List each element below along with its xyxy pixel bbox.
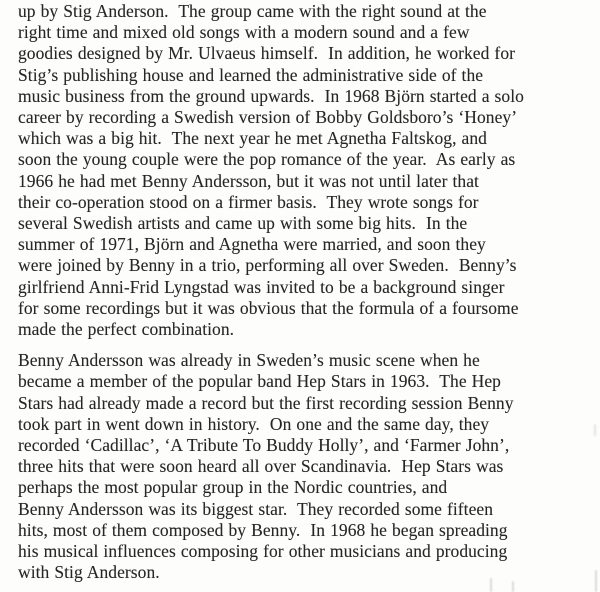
text-line: girlfriend Anni-Frid Lyngstad was invited to be a background singer xyxy=(18,276,505,297)
text-line: up by Stig Anderson. The group came with the right sound at the xyxy=(18,1,487,21)
text-line: several Swedish artists and came up with some big hits. In the xyxy=(18,213,468,234)
scan-artifact xyxy=(595,570,597,592)
scan-artifact xyxy=(490,578,492,592)
text-line: became a member of the popular band Hep Stars in 1963. The Hep xyxy=(18,371,501,392)
scan-artifact xyxy=(594,424,596,436)
text-line: three hits that were soon heard all over Scandinavia. Hep Stars was xyxy=(18,456,504,477)
text-line: for some recordings but it was obvious that the formula of a foursome xyxy=(18,297,519,318)
text-line: soon the young couple were the pop romance of the year. As early as xyxy=(18,149,516,170)
text-line: 1966 he had met Benny Andersson, but it was not until later that xyxy=(18,170,479,191)
text-line: goodies designed by Mr. Ulvaeus himself. In addition, he worked for xyxy=(18,43,515,64)
text-line: recorded ‘Cadillac’, ‘A Tribute To Buddy Holly’, and ‘Farmer John’, xyxy=(18,435,510,456)
text-line: Stars had already made a record but the first recording session Benny xyxy=(18,392,514,413)
text-line: music business from the ground upwards. In 1968 Björn started a solo xyxy=(18,85,524,106)
text-line: were joined by Benny in a trio, performing all over Sweden. Benny’s xyxy=(18,255,517,276)
text-line: his musical influences composing for other musicians and producing xyxy=(18,541,508,562)
text-line: career by recording a Swedish version of Bobby Goldsboro’s ‘Honey’ xyxy=(18,107,518,128)
text-line: Benny Andersson was its biggest star. They recorded some fifteen xyxy=(18,498,494,519)
text-line: took part in went down in history. On one and the same day, they xyxy=(18,413,490,434)
text-line: perhaps the most popular group in the Nordic countries, and xyxy=(18,477,448,498)
text-line: Benny Andersson was already in Sweden’s music scene when he xyxy=(18,350,480,371)
paragraph-2 xyxy=(18,350,600,583)
paragraph-1 xyxy=(18,1,600,340)
text-line: their co-operation stood on a firmer basis. They wrote songs for xyxy=(18,191,479,212)
scan-artifact xyxy=(512,581,514,592)
text-line: with Stig Anderson. xyxy=(18,562,160,583)
text-line: summer of 1971, Björn and Agnetha were married, and soon they xyxy=(18,234,486,255)
text-line: made the perfect combination. xyxy=(18,319,235,340)
text-line: which was a big hit. The next year he met Agnetha Faltskog, and xyxy=(18,128,487,149)
text-line: Stig’s publishing house and learned the administrative side of the xyxy=(18,64,484,85)
text-line: hits, most of them composed by Benny. In 1968 he began spreading xyxy=(18,519,508,540)
text-line: right time and mixed old songs with a modern sound and a few xyxy=(18,22,470,43)
